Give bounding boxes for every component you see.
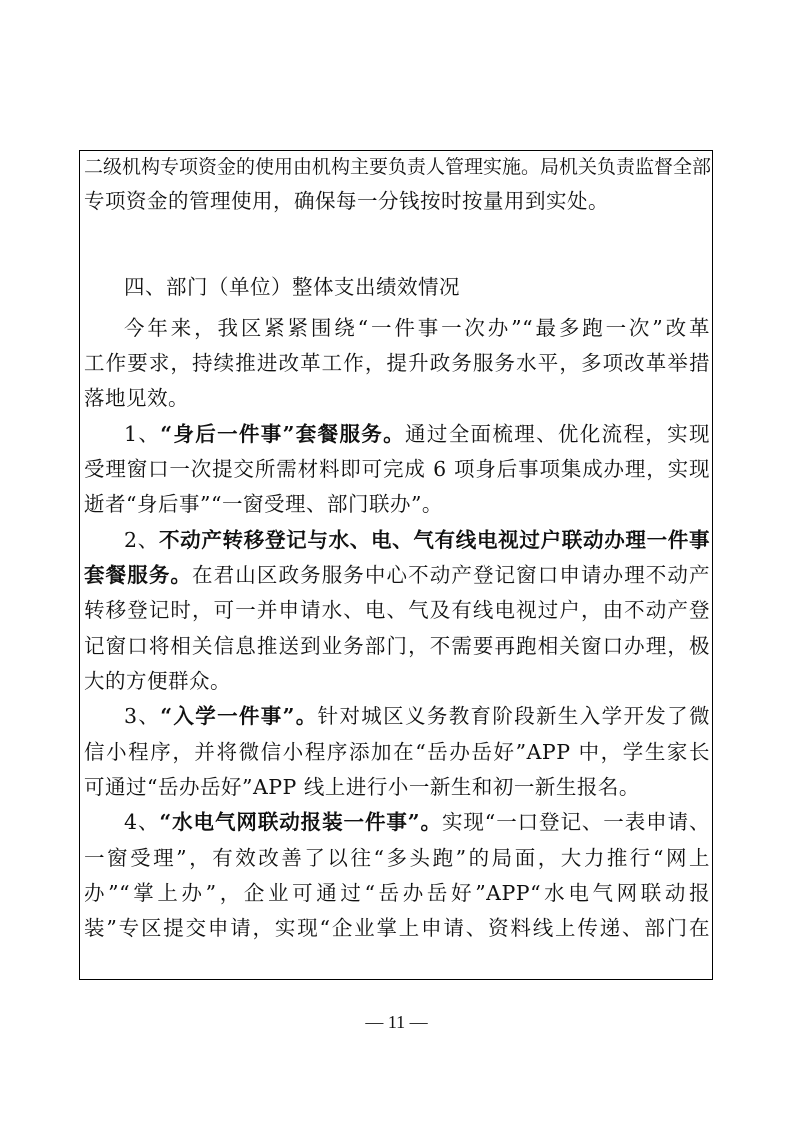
- item-title: “身后一件事”套餐服务。: [160, 422, 405, 446]
- paragraph-line: 转移登记时，可一并申请水、电、气及有线电视过户，由不动产登: [84, 598, 710, 622]
- item-2-line-2: [84, 562, 710, 589]
- page-number: — 11 —: [365, 1012, 428, 1032]
- paragraph-line: 落地见效。: [84, 386, 189, 410]
- item-title: 套餐服务。: [84, 563, 193, 587]
- section-heading: 四、部门（单位）整体支出绩效情况: [124, 275, 460, 299]
- paragraph-line: 受理窗口一次提交所需材料即可完成 6 项身后事项集成办理，实现: [84, 457, 710, 481]
- item-title: 不动产转移登记与水、电、气有线电视过户联动办理一件事: [158, 528, 711, 552]
- paragraph-line: 办”“掌上办”，企业可通过“岳办岳好”APP“水电气网联动报: [84, 881, 710, 905]
- item-1-line: [124, 421, 710, 448]
- paragraph-line: 今年来，我区紧紧围绕“一件事一次办”“最多跑一次”改革: [124, 316, 710, 340]
- item-number: 1、: [124, 422, 161, 446]
- item-text: 针对城区义务教育阶段新生入学开发了微: [317, 704, 711, 728]
- item-title: “水电气网联动报装一件事”。: [159, 810, 442, 834]
- paragraph-line: 逝者“身后事”“一窗受理、部门联办”。: [84, 492, 443, 516]
- paragraph-line: 大的方便群众。: [84, 669, 231, 693]
- paragraph-line: 一窗受理”，有效改善了以往“多头跑”的局面，大力推行“网上: [84, 846, 710, 870]
- item-2-line: [124, 527, 710, 554]
- document-frame: [79, 150, 713, 980]
- item-3-line: [124, 703, 710, 730]
- paragraph-line: 记窗口将相关信息推送到业务部门，不需要再跑相关窗口办理，极: [84, 634, 710, 658]
- item-title: “入学一件事”。: [160, 704, 318, 728]
- item-number: 2、: [124, 528, 159, 552]
- item-4-line: [124, 809, 710, 836]
- paragraph-line: 工作要求，持续推进改革工作，提升政务服务水平，多项改革举措: [84, 351, 710, 375]
- item-text: 通过全面梳理、优化流程，实现: [405, 422, 711, 446]
- item-text: 在君山区政务服务中心不动产登记窗口申请办理不动产: [192, 563, 711, 587]
- paragraph-line: 可通过“岳办岳好”APP 线上进行小一新生和初一新生报名。: [84, 775, 640, 799]
- paragraph-line: 信小程序，并将微信小程序添加在“岳办岳好”APP 中，学生家长: [84, 740, 710, 764]
- item-text: 实现“一口登记、一表申请、: [441, 810, 711, 834]
- text-line: 二级机构专项资金的使用由机构主要负责人管理实施。局机关负责监督全部: [84, 156, 712, 178]
- item-number: 4、: [124, 810, 160, 834]
- text-line: 专项资金的管理使用，确保每一分钱按时按量用到实处。: [84, 189, 609, 213]
- item-number: 3、: [124, 704, 161, 728]
- paragraph-line: 装”专区提交申请，实现“企业掌上申请、资料线上传递、部门在: [84, 916, 710, 940]
